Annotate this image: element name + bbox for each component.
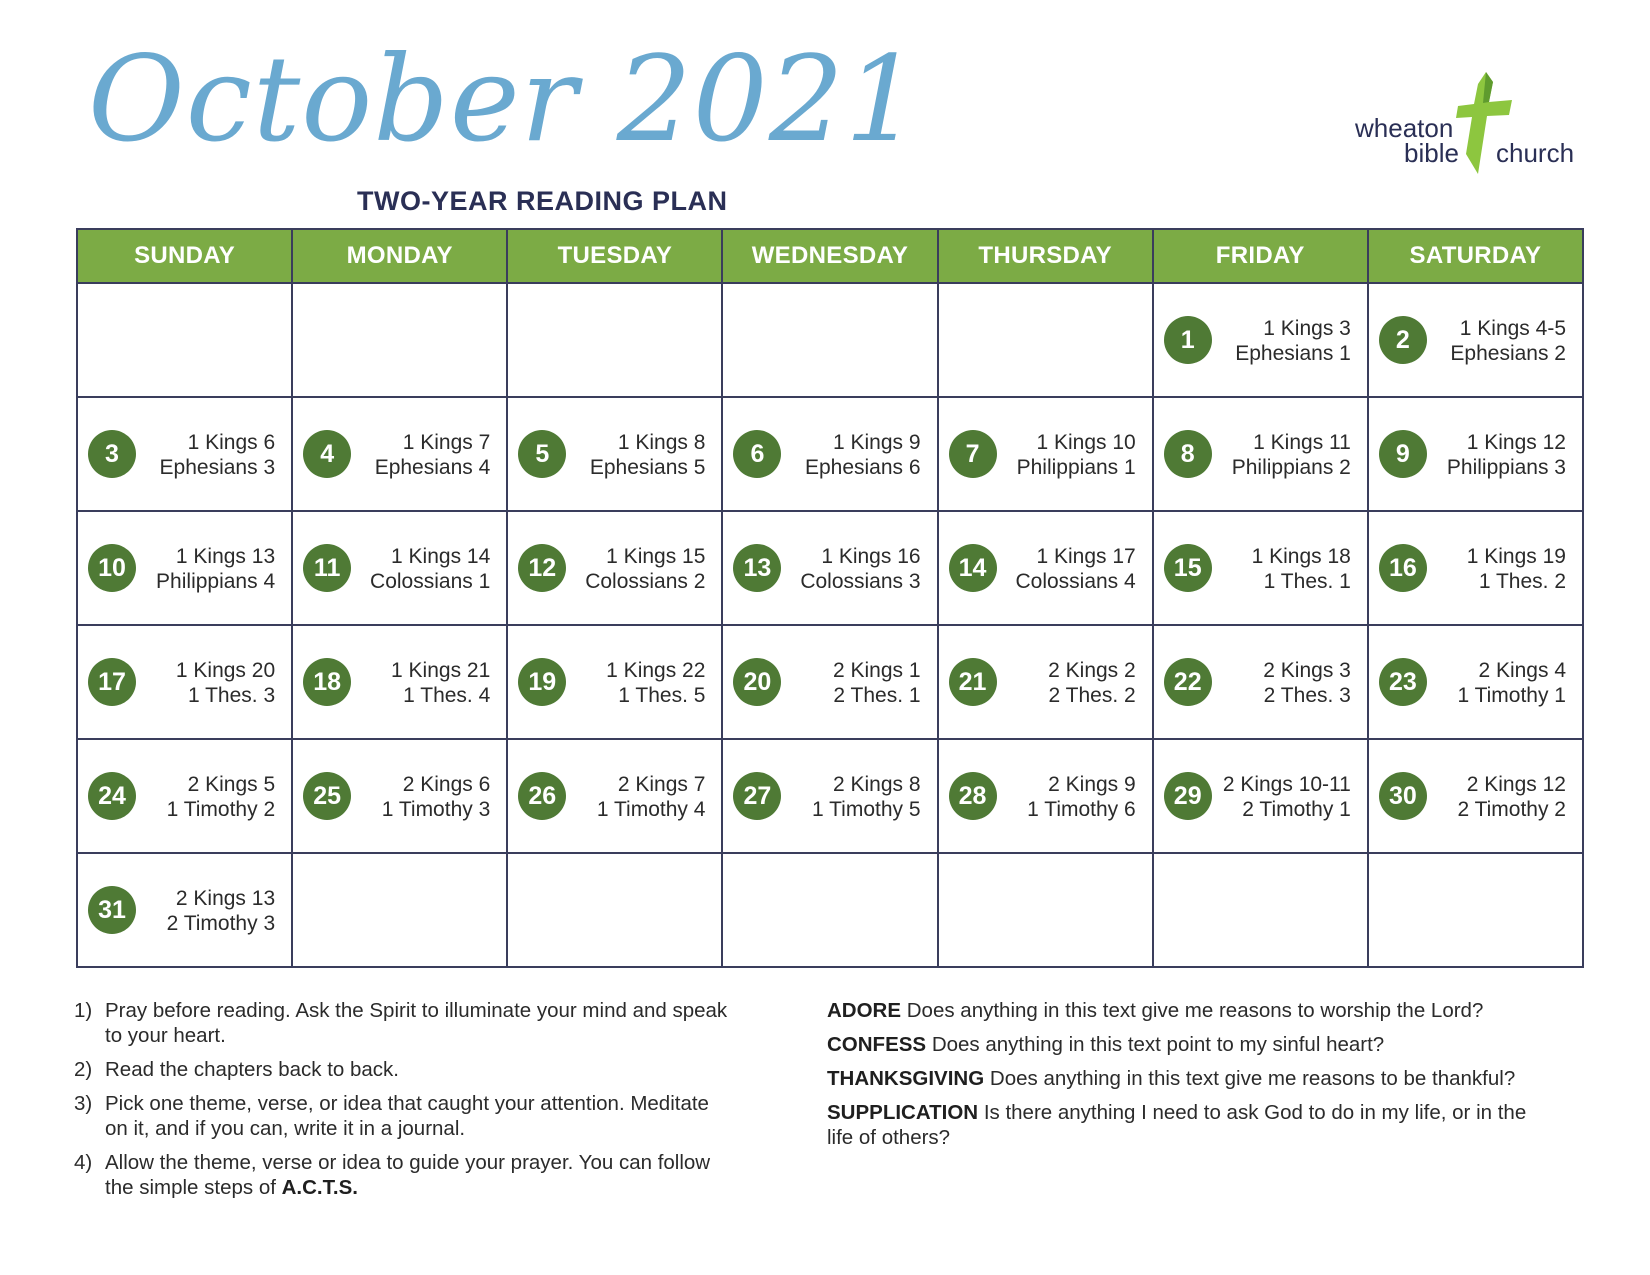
- reading-ot: 1 Kings 18: [1251, 545, 1351, 568]
- instruction-text-wrap: [105, 998, 734, 1048]
- calendar-week: [77, 853, 1583, 967]
- reading-nt: 2 Timothy 2: [1457, 798, 1566, 821]
- reading-nt: Ephesians 4: [374, 456, 491, 479]
- reading-assignment: [375, 430, 491, 480]
- day-number-badge: 23: [1379, 658, 1427, 706]
- reading-ot: 2 Kings 9: [1048, 773, 1136, 796]
- calendar-day-cell: [1368, 625, 1583, 739]
- reading-ot: 2 Kings 4: [1478, 659, 1566, 682]
- reading-ot: 1 Kings 14: [391, 545, 491, 568]
- reading-assignment: [1235, 316, 1351, 366]
- weekday-header: SUNDAY: [77, 229, 292, 283]
- instruction-text-wrap: [105, 1091, 734, 1141]
- instruction-number: 2): [74, 1058, 93, 1081]
- instruction-emphasis: A.C.T.S.: [281, 1176, 358, 1199]
- day-number-badge: 16: [1379, 544, 1427, 592]
- reading-ot: 1 Kings 11: [1253, 431, 1351, 454]
- reading-assignment: [1457, 772, 1566, 822]
- calendar-day-cell: [1368, 511, 1583, 625]
- reading-assignment: [1467, 544, 1566, 594]
- calendar-day-cell: [507, 739, 722, 853]
- reading-assignment: [370, 544, 490, 594]
- calendar-day-cell: [292, 739, 507, 853]
- reading-ot: 2 Kings 5: [187, 773, 276, 796]
- page-title: October 2021: [88, 30, 921, 168]
- reading-nt: 2 Timothy 1: [1242, 798, 1351, 821]
- reading-assignment: [1223, 772, 1351, 822]
- reading-assignment: [1252, 544, 1351, 594]
- day-number-badge: 22: [1164, 658, 1212, 706]
- instruction-text-wrap: [105, 1057, 399, 1082]
- reading-assignment: [176, 658, 275, 708]
- weekday-header: FRIDAY: [1153, 229, 1368, 283]
- day-number-badge: 26: [518, 772, 566, 820]
- reading-ot: 1 Kings 12: [1466, 431, 1566, 454]
- reading-assignment: [597, 772, 706, 822]
- reading-ot: 1 Kings 9: [833, 431, 921, 454]
- day-number-badge: 31: [88, 886, 136, 934]
- weekday-header: SATURDAY: [1368, 229, 1583, 283]
- church-logo: [1350, 70, 1590, 185]
- reading-nt: Ephesians 3: [159, 456, 276, 479]
- instruction-text-wrap: [105, 1150, 734, 1200]
- calendar-day-cell: [938, 625, 1153, 739]
- page-subtitle: TWO-YEAR READING PLAN: [357, 186, 728, 216]
- reading-nt: 1 Timothy 6: [1027, 798, 1136, 821]
- reading-ot: 1 Kings 8: [617, 431, 706, 454]
- instruction-number: 4): [74, 1151, 93, 1174]
- reading-assignment: [1447, 430, 1566, 480]
- reading-ot: 1 Kings 19: [1466, 545, 1566, 568]
- reading-assignment: [160, 430, 276, 480]
- reading-calendar: [76, 228, 1584, 968]
- reading-assignment: [1015, 544, 1135, 594]
- acts-item: [827, 1066, 1547, 1091]
- calendar-day-cell: [77, 397, 292, 511]
- reading-assignment: [1457, 658, 1566, 708]
- reading-ot: 1 Kings 21: [391, 659, 491, 682]
- reading-nt: 1 Thes. 1: [1263, 570, 1351, 593]
- acts-term: SUPPLICATION: [827, 1101, 979, 1124]
- instruction-item: [74, 1091, 734, 1141]
- reading-nt: Philippians 2: [1231, 456, 1351, 479]
- reading-nt: Philippians 3: [1446, 456, 1566, 479]
- calendar-empty-cell: [938, 283, 1153, 397]
- acts-item: [827, 998, 1547, 1023]
- reading-assignment: [606, 658, 705, 708]
- calendar-day-cell: [507, 511, 722, 625]
- calendar-day-cell: [938, 511, 1153, 625]
- reading-nt: 1 Thes. 2: [1478, 570, 1566, 593]
- reading-ot: 1 Kings 22: [606, 659, 706, 682]
- day-number-badge: 8: [1164, 430, 1212, 478]
- reading-assignment: [1017, 430, 1136, 480]
- weekday-header: THURSDAY: [938, 229, 1153, 283]
- reading-ot: 1 Kings 10: [1036, 431, 1136, 454]
- day-number-badge: 5: [518, 430, 566, 478]
- calendar-day-cell: [292, 511, 507, 625]
- day-number-badge: 27: [733, 772, 781, 820]
- reading-nt: 1 Timothy 4: [596, 798, 706, 821]
- instruction-item: [74, 998, 734, 1048]
- calendar-week: [77, 625, 1583, 739]
- calendar-empty-cell: [77, 283, 292, 397]
- reading-nt: Colossians 4: [1015, 570, 1136, 593]
- logo-text-bible: bible: [1404, 138, 1459, 168]
- reading-ot: 1 Kings 16: [821, 545, 921, 568]
- day-number-badge: 12: [518, 544, 566, 592]
- reading-nt: Colossians 1: [370, 570, 491, 593]
- calendar-day-cell: [77, 739, 292, 853]
- reading-nt: Ephesians 2: [1450, 342, 1566, 365]
- calendar-day-cell: [1153, 625, 1368, 739]
- reading-ot: 2 Kings 8: [833, 773, 921, 796]
- day-number-badge: 2: [1379, 316, 1427, 364]
- acts-list: [827, 998, 1547, 1159]
- calendar-day-cell: [1153, 397, 1368, 511]
- calendar-day-cell: [1368, 397, 1583, 511]
- calendar-empty-cell: [292, 283, 507, 397]
- day-number-badge: 7: [949, 430, 997, 478]
- reading-nt: 2 Timothy 3: [166, 912, 276, 935]
- calendar-empty-cell: [938, 853, 1153, 967]
- day-number-badge: 13: [733, 544, 781, 592]
- reading-assignment: [382, 772, 491, 822]
- reading-ot: 2 Kings 1: [833, 659, 921, 682]
- acts-question: Is there anything I need to ask God to do in my life, or in the life of others?: [827, 1101, 1527, 1149]
- instructions-list: [74, 998, 734, 1209]
- calendar-empty-cell: [722, 853, 937, 967]
- calendar-day-cell: [938, 397, 1153, 511]
- day-number-badge: 4: [303, 430, 351, 478]
- day-number-badge: 10: [88, 544, 136, 592]
- reading-ot: 1 Kings 3: [1263, 317, 1351, 340]
- acts-term: THANKSGIVING: [827, 1067, 985, 1090]
- reading-nt: 1 Timothy 3: [381, 798, 491, 821]
- reading-nt: 2 Thes. 3: [1263, 684, 1351, 707]
- reading-ot: 1 Kings 7: [402, 431, 491, 454]
- reading-assignment: [167, 772, 276, 822]
- calendar-day-cell: [292, 397, 507, 511]
- day-number-badge: 25: [303, 772, 351, 820]
- calendar-day-cell: [722, 397, 937, 511]
- reading-assignment: [585, 544, 705, 594]
- reading-ot: 1 Kings 13: [175, 545, 276, 568]
- calendar-day-cell: [722, 511, 937, 625]
- calendar-empty-cell: [1368, 853, 1583, 967]
- calendar-day-cell: [722, 625, 937, 739]
- calendar-empty-cell: [722, 283, 937, 397]
- reading-assignment: [1263, 658, 1351, 708]
- weekday-header: WEDNESDAY: [722, 229, 937, 283]
- calendar-empty-cell: [507, 853, 722, 967]
- day-number-badge: 9: [1379, 430, 1427, 478]
- day-number-badge: 18: [303, 658, 351, 706]
- weekday-header: TUESDAY: [507, 229, 722, 283]
- day-number-badge: 15: [1164, 544, 1212, 592]
- calendar-day-cell: [507, 625, 722, 739]
- acts-item: [827, 1032, 1547, 1057]
- acts-question: Does anything in this text give me reasons to be thankful?: [989, 1067, 1516, 1090]
- acts-term: CONFESS: [827, 1033, 927, 1056]
- acts-term: ADORE: [827, 999, 902, 1022]
- calendar-empty-cell: [292, 853, 507, 967]
- reading-nt: Colossians 3: [800, 570, 921, 593]
- reading-nt: 2 Thes. 1: [833, 684, 921, 707]
- reading-assignment: [812, 772, 921, 822]
- logo-text-church: church: [1496, 138, 1575, 168]
- calendar-day-cell: [1368, 739, 1583, 853]
- calendar-day-cell: [938, 739, 1153, 853]
- reading-ot: 2 Kings 2: [1048, 659, 1136, 682]
- calendar-week: [77, 511, 1583, 625]
- day-number-badge: 14: [949, 544, 997, 592]
- instruction-number: 1): [74, 999, 93, 1022]
- reading-assignment: [156, 544, 275, 594]
- reading-ot: 1 Kings 4-5: [1459, 317, 1566, 340]
- day-number-badge: 11: [303, 544, 351, 592]
- reading-nt: Ephesians 1: [1235, 342, 1351, 365]
- day-number-badge: 21: [949, 658, 997, 706]
- calendar-week: [77, 397, 1583, 511]
- calendar-day-cell: [1368, 283, 1583, 397]
- reading-nt: Ephesians 5: [589, 456, 706, 479]
- reading-nt: 1 Timothy 2: [166, 798, 276, 821]
- reading-assignment: [1027, 772, 1136, 822]
- reading-assignment: [1450, 316, 1566, 366]
- logo-text-wheaton: wheaton: [1355, 113, 1454, 143]
- reading-ot: 2 Kings 6: [402, 773, 491, 796]
- reading-assignment: [590, 430, 706, 480]
- reading-assignment: [1232, 430, 1351, 480]
- calendar-day-cell: [722, 739, 937, 853]
- reading-nt: 1 Thes. 3: [187, 684, 276, 707]
- calendar-day-cell: [292, 625, 507, 739]
- calendar-day-cell: [77, 625, 292, 739]
- day-number-badge: 24: [88, 772, 136, 820]
- reading-ot: 1 Kings 6: [187, 431, 276, 454]
- reading-assignment: [391, 658, 490, 708]
- reading-nt: 1 Timothy 1: [1457, 684, 1566, 707]
- reading-ot: 2 Kings 3: [1263, 659, 1351, 682]
- calendar-day-cell: [1153, 511, 1368, 625]
- day-number-badge: 3: [88, 430, 136, 478]
- calendar-empty-cell: [507, 283, 722, 397]
- day-number-badge: 19: [518, 658, 566, 706]
- reading-assignment: [800, 544, 920, 594]
- instruction-number: 3): [74, 1092, 93, 1115]
- day-number-badge: 17: [88, 658, 136, 706]
- calendar-day-cell: [77, 511, 292, 625]
- acts-question: Does anything in this text point to my sinful heart?: [931, 1033, 1385, 1056]
- reading-nt: 2 Thes. 2: [1048, 684, 1136, 707]
- reading-nt: 1 Timothy 5: [812, 798, 921, 821]
- instruction-text: Pray before reading. Ask the Spirit to illuminate your mind and speak to your heart.: [105, 999, 728, 1047]
- calendar-day-cell: [77, 853, 292, 967]
- calendar-week: [77, 739, 1583, 853]
- acts-question: Does anything in this text give me reasons to worship the Lord?: [906, 999, 1484, 1022]
- calendar-day-cell: [507, 397, 722, 511]
- reading-nt: 1 Thes. 5: [618, 684, 706, 707]
- day-number-badge: 28: [949, 772, 997, 820]
- reading-assignment: [833, 658, 921, 708]
- reading-nt: 1 Thes. 4: [403, 684, 491, 707]
- instruction-item: [74, 1150, 734, 1200]
- reading-nt: Colossians 2: [585, 570, 706, 593]
- calendar-week: [77, 283, 1583, 397]
- calendar-day-cell: [1153, 739, 1368, 853]
- reading-ot: 2 Kings 12: [1466, 773, 1566, 796]
- reading-ot: 2 Kings 10-11: [1222, 773, 1351, 796]
- reading-assignment: [167, 886, 276, 936]
- instruction-text: Read the chapters back to back.: [105, 1058, 400, 1081]
- day-number-badge: 29: [1164, 772, 1212, 820]
- reading-nt: Philippians 1: [1016, 456, 1136, 479]
- reading-ot: 2 Kings 13: [175, 887, 276, 910]
- calendar-body: [77, 283, 1583, 967]
- reading-nt: Ephesians 6: [804, 456, 921, 479]
- calendar-empty-cell: [1153, 853, 1368, 967]
- day-number-badge: 6: [733, 430, 781, 478]
- reading-assignment: [805, 430, 921, 480]
- reading-assignment: [1048, 658, 1136, 708]
- reading-nt: Philippians 4: [156, 570, 276, 593]
- day-number-badge: 1: [1164, 316, 1212, 364]
- weekday-header: MONDAY: [292, 229, 507, 283]
- reading-ot: 1 Kings 15: [606, 545, 706, 568]
- weekday-header-row: [77, 229, 1583, 283]
- instruction-item: [74, 1057, 734, 1082]
- reading-ot: 1 Kings 17: [1036, 545, 1136, 568]
- acts-item: [827, 1100, 1547, 1150]
- day-number-badge: 20: [733, 658, 781, 706]
- calendar-day-cell: [1153, 283, 1368, 397]
- instruction-text: Pick one theme, verse, or idea that caught your attention. Meditate on it, and if you can, write it in a journal.: [105, 1092, 709, 1140]
- day-number-badge: 30: [1379, 772, 1427, 820]
- instruction-text: Allow the theme, verse or idea to guide your prayer. You can follow the simple steps of: [105, 1151, 711, 1199]
- reading-ot: 2 Kings 7: [617, 773, 706, 796]
- reading-ot: 1 Kings 20: [175, 659, 276, 682]
